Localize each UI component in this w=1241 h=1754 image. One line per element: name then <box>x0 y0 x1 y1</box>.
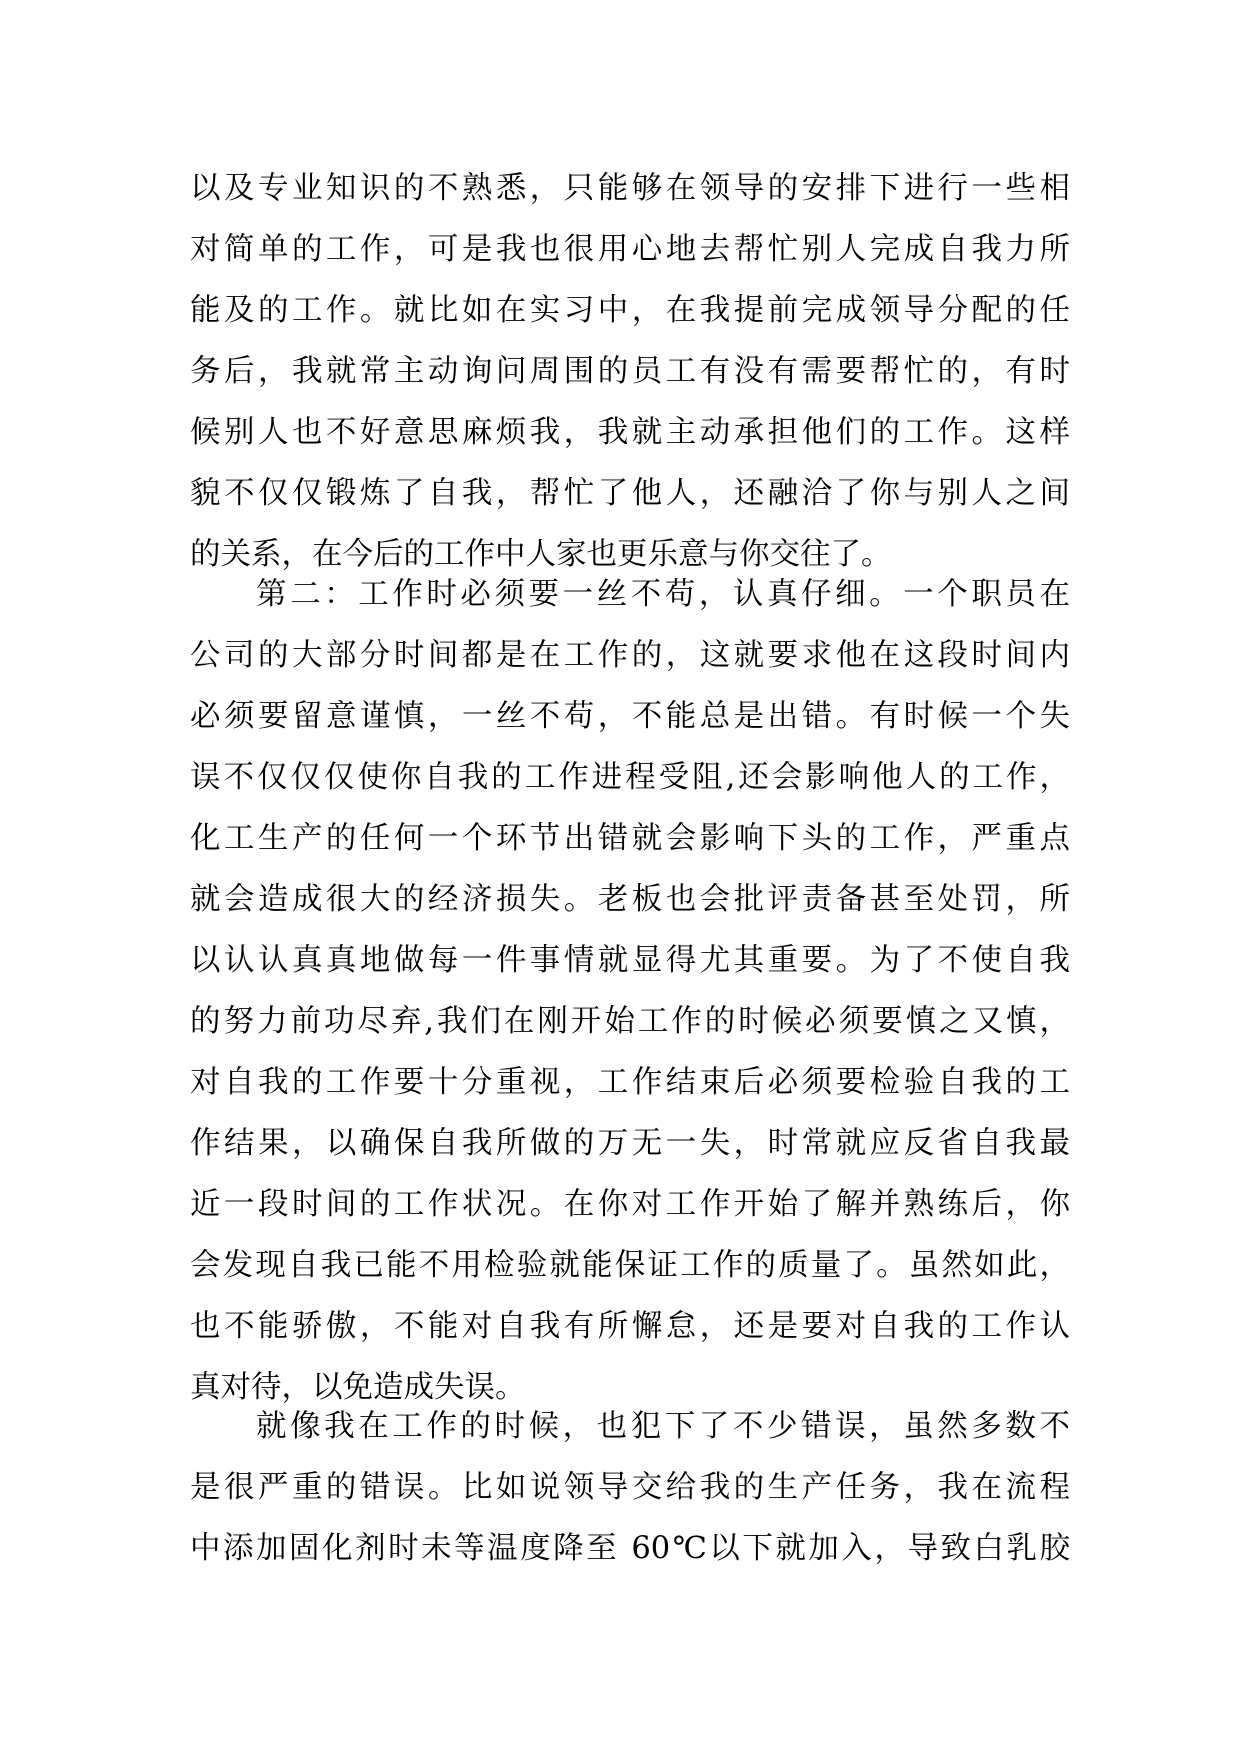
text-line: 对自我的工作要十分重视，工作结束后必须要检验自我的工 <box>190 1065 1070 1100</box>
text-line: 中添加固化剂时未等温度降至 60℃以下就加入，导致白乳胶 <box>190 1531 1070 1566</box>
text-line: 近一段时间的工作状况。在你对工作开始了解并熟练后，你 <box>190 1187 1070 1222</box>
paragraph-example <box>190 1396 1070 1579</box>
text-line: 务后，我就常主动询问周围的员工有没有需要帮忙的，有时 <box>190 354 1070 389</box>
text-line: 的关系，在今后的工作中人家也更乐意与你交往了。 <box>190 537 892 572</box>
text-line: 公司的大部分时间都是在工作的，这就要求他在这段时间内 <box>190 638 1070 673</box>
text-line: 是很严重的错误。比如说领导交给我的生产任务，我在流程 <box>190 1470 1070 1505</box>
paragraph-continued <box>190 158 1070 585</box>
text-line: 真对待，以免造成失误。 <box>190 1370 526 1405</box>
text-line: 就像我在工作的时候，也犯下了不少错误，虽然多数不 <box>256 1409 1070 1444</box>
text-line: 的努力前功尽弃,我们在刚开始工作的时候必须要慎之又慎， <box>190 1004 1070 1039</box>
text-line: 第二：工作时必须要一丝不苟，认真仔细。一个职员在 <box>256 577 1070 612</box>
text-line: 作结果，以确保自我所做的万无一失，时常就应反省自我最 <box>190 1126 1070 1161</box>
text-line: 貌不仅仅锻炼了自我，帮忙了他人，还融洽了你与别人之间 <box>190 476 1070 511</box>
paragraph-second-point <box>190 564 1070 1418</box>
text-line: 以认认真真地做每一件事情就显得尤其重要。为了不使自我 <box>190 943 1070 978</box>
text-line: 也不能骄傲，不能对自我有所懈怠，还是要对自我的工作认 <box>190 1309 1070 1344</box>
text-line: 必须要留意谨慎，一丝不苟，不能总是出错。有时候一个失 <box>190 699 1070 734</box>
text-line: 候别人也不好意思麻烦我，我就主动承担他们的工作。这样 <box>190 415 1070 450</box>
text-line: 会发现自我已能不用检验就能保证工作的质量了。虽然如此， <box>190 1248 1070 1283</box>
text-line: 对简单的工作，可是我也很用心地去帮忙别人完成自我力所 <box>190 232 1070 267</box>
text-line: 能及的工作。就比如在实习中，在我提前完成领导分配的任 <box>190 293 1070 328</box>
text-line: 误不仅仅仅使你自我的工作进程受阻,还会影响他人的工作， <box>190 760 1070 795</box>
text-line: 就会造成很大的经济损失。老板也会批评责备甚至处罚，所 <box>190 882 1070 917</box>
text-line: 化工生产的任何一个环节出错就会影响下头的工作，严重点 <box>190 821 1070 856</box>
text-line: 以及专业知识的不熟悉，只能够在领导的安排下进行一些相 <box>190 171 1070 206</box>
